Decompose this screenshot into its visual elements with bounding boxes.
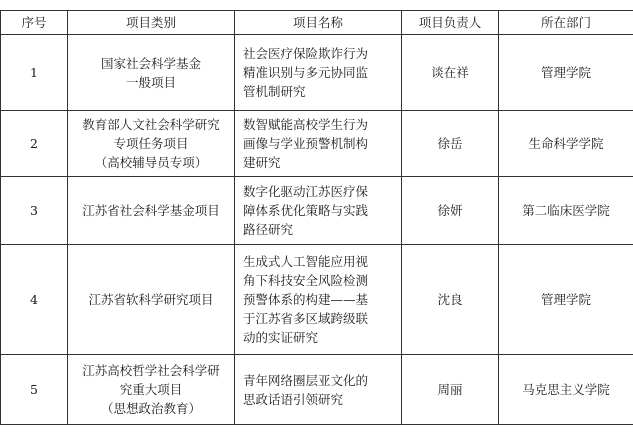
category-line: 究重大项目 [119, 382, 183, 397]
cell-name [235, 245, 402, 355]
cell-category [68, 35, 235, 111]
category-line: （思想政治教育） [100, 401, 201, 416]
cell-category [68, 177, 235, 245]
name-line: 路径研究 [243, 222, 294, 237]
cell-department: 管理学院 [499, 35, 633, 111]
name-line: 障体系优化策略与实践 [243, 203, 369, 218]
header-row [1, 11, 633, 35]
cell-name [235, 355, 402, 425]
cell-index: 1 [1, 35, 68, 111]
table-row [1, 111, 633, 177]
name-line: 画像与学业预警机制构 [243, 136, 369, 151]
cell-index: 4 [1, 245, 68, 355]
name-line: 角下科技安全风险检测 [243, 273, 369, 288]
cell-name [235, 177, 402, 245]
cell-leader: 徐岳 [402, 111, 499, 177]
cell-name [235, 35, 402, 111]
category-line: 教育部人文社会科学研究 [82, 117, 220, 132]
header-leader: 项目负责人 [402, 11, 499, 35]
category-line: 国家社会科学基金 [100, 55, 201, 71]
name-line: 数字化驱动江苏医疗保 [243, 184, 369, 199]
category-line: 一般项目 [125, 74, 176, 90]
cell-leader: 周丽 [402, 355, 499, 425]
table-header [1, 11, 633, 35]
cell-category [68, 355, 235, 425]
header-category: 项目类别 [68, 11, 235, 35]
table-row [1, 355, 633, 425]
header-department: 所在部门 [499, 11, 633, 35]
cell-leader: 徐妍 [402, 177, 499, 245]
cell-department: 生命科学学院 [499, 111, 633, 177]
name-line: 预警体系的构建——基 [243, 292, 369, 307]
project-table [0, 10, 633, 425]
cell-leader: 沈良 [402, 245, 499, 355]
name-line: 动的实证研究 [243, 330, 319, 345]
table-row [1, 177, 633, 245]
name-line: 社会医疗保险欺诈行为 [243, 46, 369, 61]
name-line: 生成式人工智能应用视 [243, 254, 369, 269]
cell-category [68, 245, 235, 355]
header-index: 序号 [1, 11, 68, 35]
header-name: 项目名称 [235, 11, 402, 35]
category-line: 江苏省软科学研究项目 [88, 292, 214, 307]
name-line: 于江苏省多区域跨级联 [243, 311, 369, 326]
table-row [1, 245, 633, 355]
name-line: 思政话语引领研究 [243, 391, 344, 407]
table-body [1, 35, 633, 425]
cell-index: 2 [1, 111, 68, 177]
cell-category [68, 111, 235, 177]
name-line: 建研究 [243, 155, 281, 170]
cell-index: 5 [1, 355, 68, 425]
name-line: 精准识别与多元协同监 [243, 65, 369, 80]
cell-index: 3 [1, 177, 68, 245]
category-line: 江苏高校哲学社会科学研 [82, 363, 220, 378]
name-line: 管机制研究 [243, 84, 306, 99]
category-line: 江苏省社会科学基金项目 [82, 203, 220, 218]
cell-department: 第二临床医学院 [499, 177, 633, 245]
table-row [1, 35, 633, 111]
cell-department: 马克思主义学院 [499, 355, 633, 425]
name-line: 数智赋能高校学生行为 [243, 117, 369, 132]
name-line: 青年网络圈层亚文化的 [243, 372, 369, 388]
category-line: 专项任务项目 [113, 136, 189, 151]
category-line: （高校辅导员专项） [94, 155, 208, 170]
cell-name [235, 111, 402, 177]
cell-department: 管理学院 [499, 245, 633, 355]
cell-leader: 谈在祥 [402, 35, 499, 111]
